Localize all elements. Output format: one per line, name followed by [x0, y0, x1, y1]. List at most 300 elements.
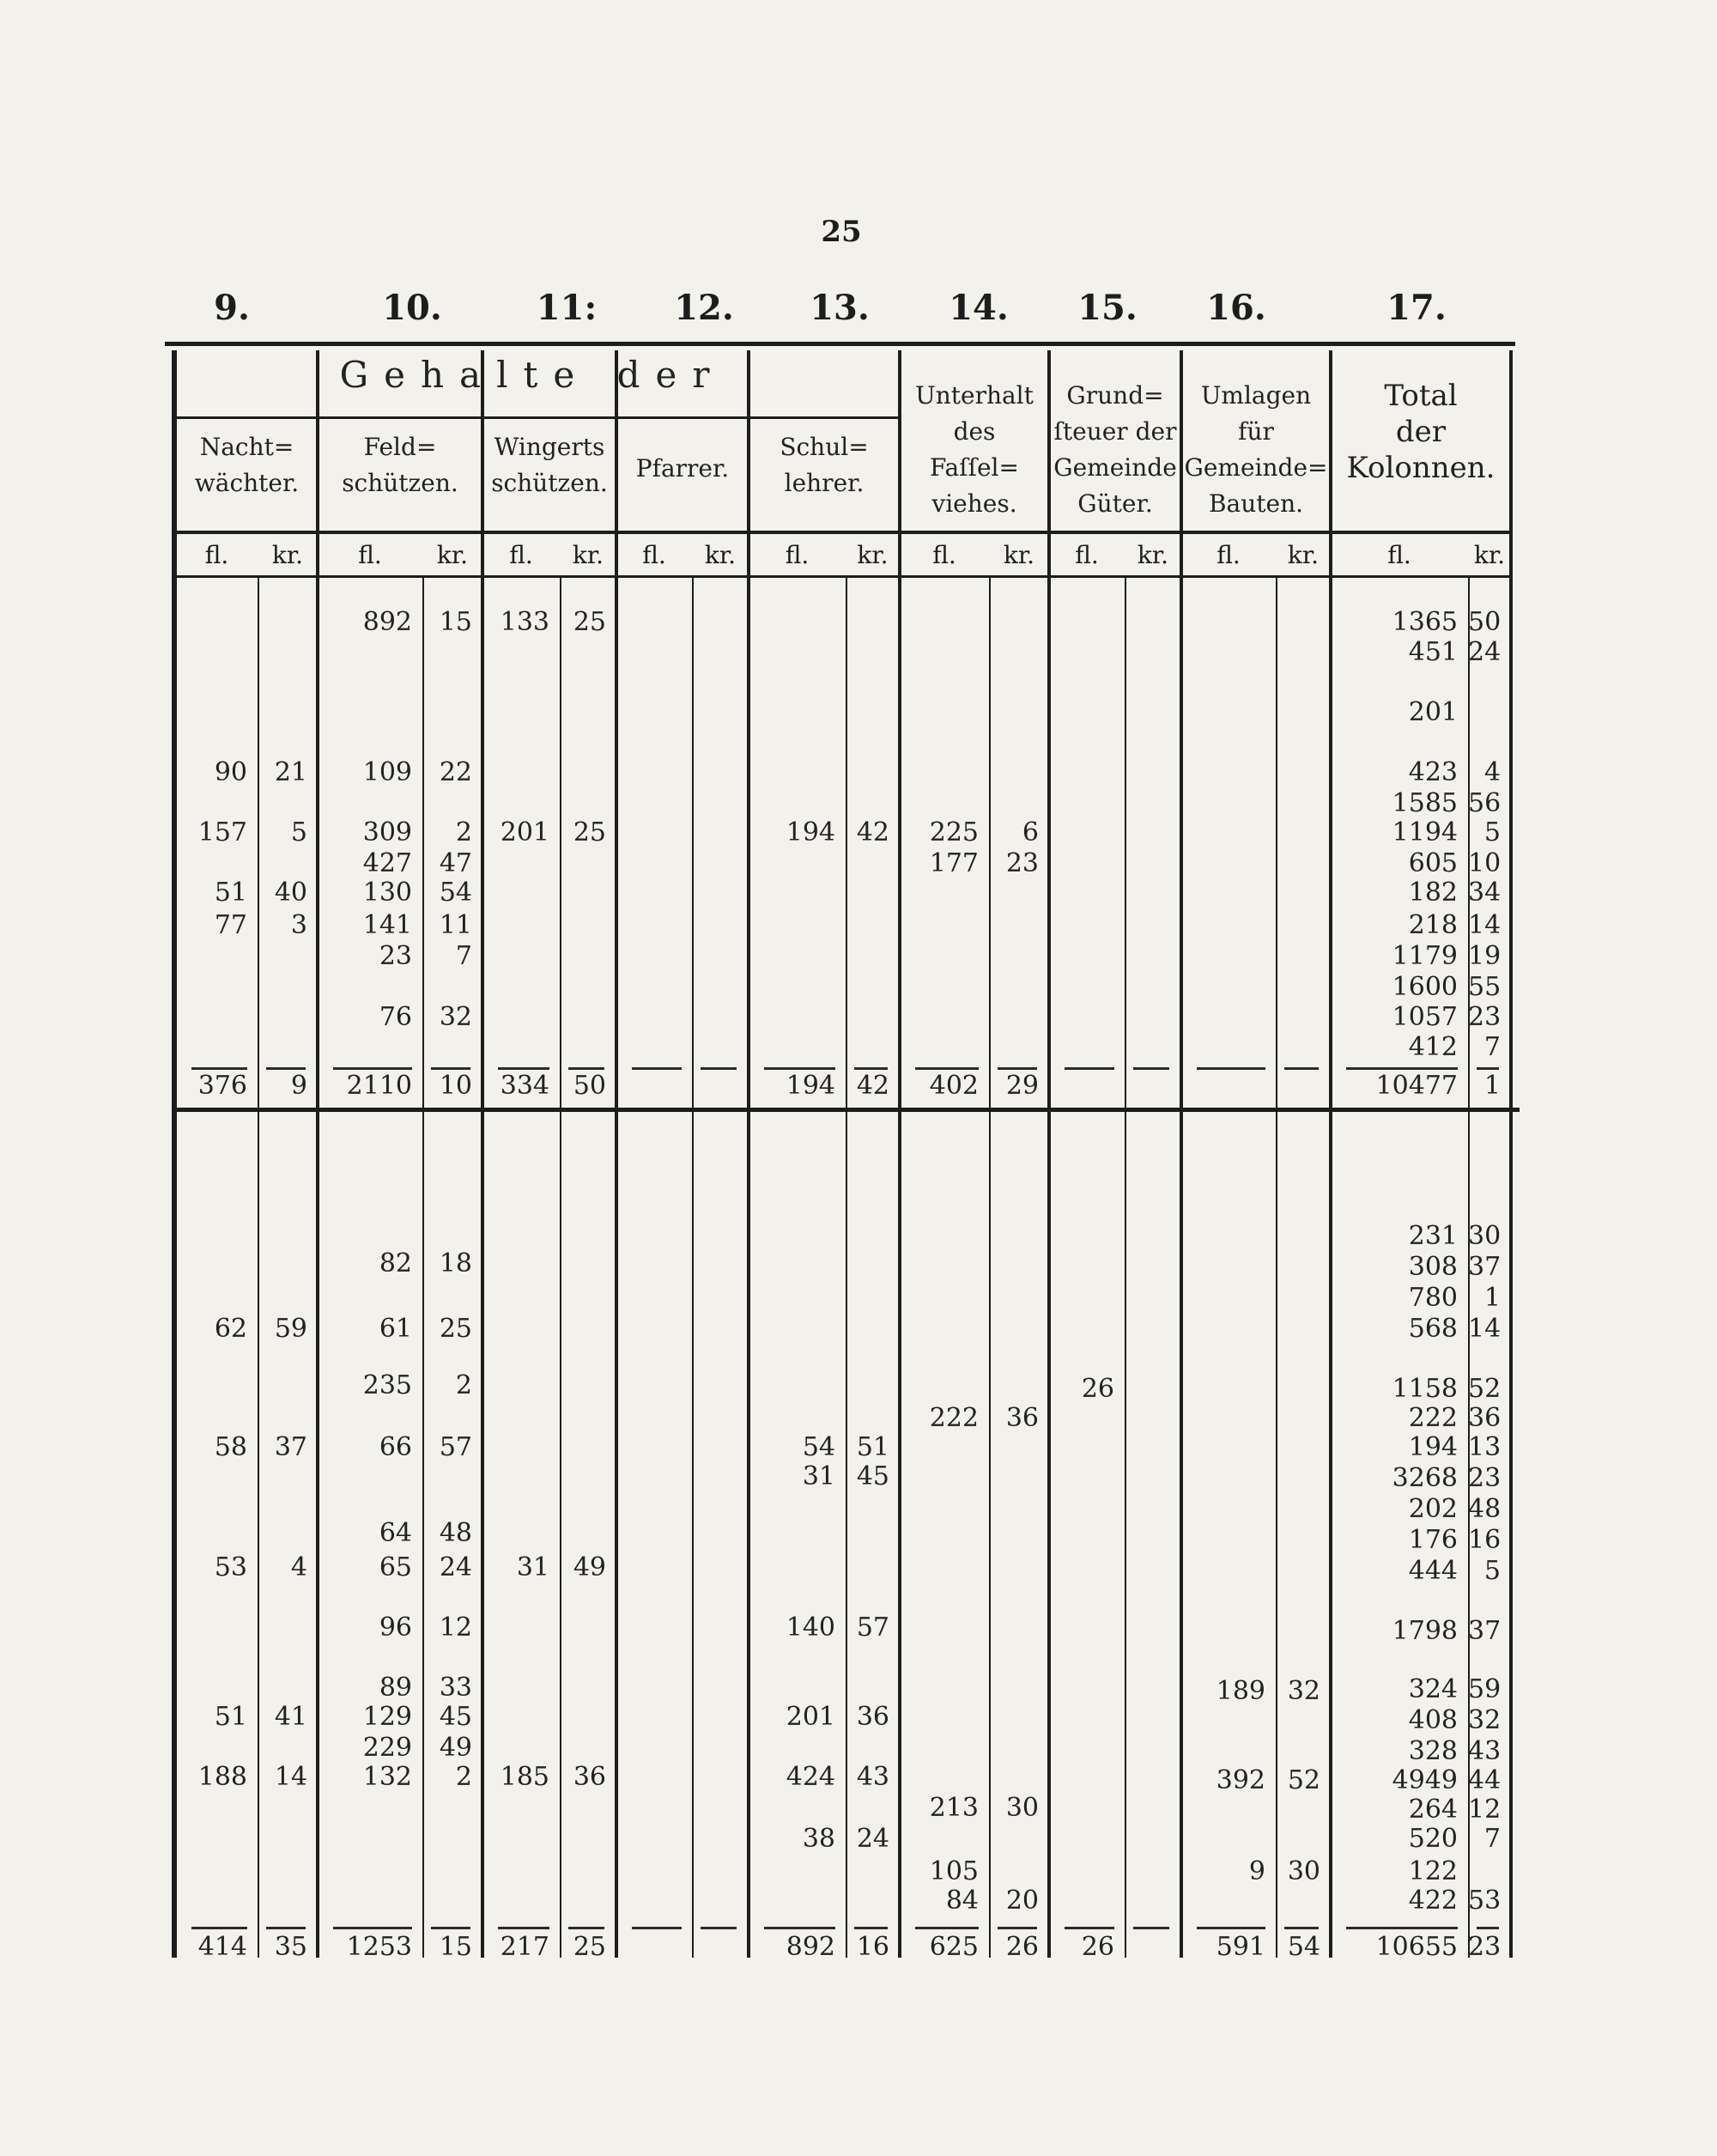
table-cell-fl: 222	[1408, 1403, 1458, 1433]
sum-rule	[191, 1927, 247, 1929]
table-cell-fl: 31	[802, 1461, 835, 1491]
table-cell-kr: 23	[1468, 1002, 1502, 1032]
table-cell-kr: 24	[856, 1824, 889, 1854]
table-cell-fl: 194	[1408, 1432, 1458, 1462]
table-cell-kr: 2	[455, 817, 472, 847]
table-cell-fl: 132	[362, 1762, 412, 1792]
sum-rule	[915, 1067, 979, 1070]
table-cell-kr: 47	[439, 848, 472, 878]
table-cell-kr: 59	[1468, 1674, 1502, 1704]
header-line: Unterhalt	[915, 381, 1034, 410]
section-total-fl: 1253	[346, 1932, 412, 1962]
table-cell-fl: 96	[379, 1612, 412, 1643]
header-line: Pfarrer.	[635, 454, 730, 483]
fl-kr-divider	[1125, 575, 1126, 1958]
header-line: Kolonnen.	[1346, 451, 1496, 485]
table-cell-kr: 44	[1468, 1765, 1502, 1795]
table-cell-kr: 37	[1468, 1252, 1502, 1282]
table-cell-kr: 25	[573, 817, 606, 847]
table-cell-fl: 31	[516, 1552, 549, 1582]
table-cell-kr: 48	[1468, 1494, 1502, 1524]
table-cell-fl: 218	[1408, 910, 1458, 940]
section-total-kr: 15	[439, 1932, 472, 1962]
table-cell-fl: 423	[1408, 757, 1458, 787]
header-grundsteuer	[1049, 378, 1181, 522]
sum-rule	[568, 1927, 604, 1929]
table-cell-fl: 264	[1408, 1795, 1458, 1825]
table-cell-fl: 1158	[1392, 1374, 1458, 1404]
table-cell-fl: 84	[945, 1886, 979, 1916]
table-cell-kr: 1	[1483, 1283, 1501, 1313]
table-cell-fl: 61	[379, 1314, 412, 1344]
table-cell-kr: 3	[290, 910, 307, 940]
section-total-kr: 50	[573, 1071, 606, 1101]
header-line: Nacht=	[199, 433, 294, 461]
fl-kr-divider	[846, 575, 847, 1958]
unit-kr: kr.	[1003, 541, 1035, 569]
table-cell-fl: 1057	[1392, 1002, 1458, 1032]
table-cell-fl: 58	[214, 1432, 247, 1462]
table-cell-kr: 19	[1468, 941, 1502, 971]
table-cell-fl: 424	[786, 1762, 835, 1792]
table-cell-kr: 7	[1483, 1032, 1501, 1062]
table-cell-kr: 51	[856, 1432, 889, 1462]
table-cell-fl: 3268	[1392, 1463, 1458, 1493]
table-cell-fl: 229	[362, 1733, 412, 1763]
table-cell-fl: 408	[1408, 1705, 1458, 1735]
table-cell-kr: 30	[1287, 1856, 1320, 1886]
table-cell-fl: 605	[1408, 848, 1458, 878]
table-cell-fl: 130	[362, 878, 412, 908]
sum-rule	[1133, 1927, 1169, 1929]
unit-kr: kr.	[436, 541, 469, 569]
table-cell-kr: 30	[1468, 1221, 1502, 1251]
table-cell-fl: 892	[362, 607, 412, 637]
table-cell-kr: 49	[439, 1733, 472, 1763]
table-cell-fl: 157	[197, 817, 247, 847]
column-rule	[615, 350, 618, 1958]
table-cell-fl: 77	[214, 910, 247, 940]
sum-rule	[1197, 1927, 1265, 1929]
section-total-fl: 10655	[1375, 1932, 1458, 1962]
section-total-fl: 414	[197, 1932, 247, 1962]
table-cell-fl: 1365	[1392, 607, 1458, 637]
section-total-fl: 591	[1216, 1932, 1265, 1962]
column-number: 15.	[1077, 288, 1138, 328]
unit-kr: kr.	[271, 541, 304, 569]
table-cell-fl: 213	[929, 1793, 979, 1823]
table-cell-kr: 55	[1468, 972, 1502, 1002]
section-total-kr: 54	[1287, 1932, 1320, 1962]
unit-fl: fl.	[642, 541, 666, 569]
header-line: Feld=	[363, 433, 437, 461]
table-cell-fl: 9	[1248, 1856, 1265, 1886]
header-line: der	[1395, 415, 1447, 449]
table-cell-fl: 109	[362, 757, 412, 787]
column-rule	[1047, 350, 1051, 1958]
sum-rule	[266, 1067, 306, 1070]
section-total-fl: 26	[1081, 1932, 1114, 1962]
sum-rule	[701, 1927, 737, 1929]
sum-rule	[266, 1927, 306, 1929]
section-total-kr: 26	[1005, 1932, 1039, 1962]
table-cell-fl: 392	[1216, 1765, 1265, 1795]
table-cell-fl: 427	[362, 848, 412, 878]
section-total-fl: 334	[500, 1071, 549, 1101]
column-rule	[1509, 350, 1513, 1958]
table-cell-fl: 76	[379, 1002, 412, 1032]
header-line: für	[1238, 417, 1274, 446]
units-top-rule	[176, 531, 1511, 534]
header-line: Grund=	[1066, 381, 1164, 410]
unit-fl: fl.	[358, 541, 382, 569]
table-cell-kr: 22	[439, 757, 472, 787]
sum-rule	[632, 1067, 682, 1070]
sum-rule	[431, 1067, 470, 1070]
section-total-kr: 9	[290, 1071, 307, 1101]
header-line: ſteuer der	[1053, 417, 1177, 446]
table-cell-kr: 7	[1483, 1824, 1501, 1854]
header-line: Wingerts	[494, 433, 605, 461]
header-line: Bauten.	[1208, 489, 1304, 518]
sum-rule	[498, 1927, 549, 1929]
column-number: 10.	[382, 288, 442, 328]
unit-kr: kr.	[1287, 541, 1320, 569]
header-line: schützen.	[491, 469, 608, 497]
table-cell-kr: 2	[455, 1370, 472, 1400]
table-cell-fl: 422	[1408, 1886, 1458, 1916]
table-cell-kr: 42	[856, 817, 889, 847]
table-cell-kr: 37	[1468, 1616, 1502, 1646]
table-cell-fl: 65	[379, 1552, 412, 1582]
section-divider-rule	[176, 1108, 1520, 1112]
section-total-fl: 10477	[1375, 1071, 1458, 1101]
table-cell-fl: 1600	[1392, 972, 1458, 1002]
table-cell-fl: 235	[362, 1370, 412, 1400]
table-cell-fl: 176	[1408, 1525, 1458, 1555]
table-cell-fl: 225	[929, 817, 979, 847]
table-cell-kr: 36	[573, 1762, 606, 1792]
unit-fl: fl.	[932, 541, 956, 569]
header-unterhalt	[900, 378, 1049, 522]
table-cell-fl: 26	[1081, 1374, 1114, 1404]
table-cell-kr: 57	[439, 1432, 472, 1462]
column-number: 16.	[1206, 288, 1266, 328]
column-rule	[1180, 350, 1183, 1958]
section-total-kr: 29	[1005, 1071, 1039, 1101]
table-cell-kr: 45	[439, 1702, 472, 1732]
table-cell-fl: 201	[786, 1702, 835, 1732]
table-cell-kr: 25	[439, 1314, 472, 1344]
unit-fl: fl.	[509, 541, 533, 569]
table-cell-kr: 14	[274, 1762, 307, 1792]
table-cell-fl: 182	[1408, 878, 1458, 908]
section-total-kr: 16	[856, 1932, 889, 1962]
table-cell-kr: 43	[856, 1762, 889, 1792]
table-cell-fl: 89	[379, 1673, 412, 1703]
sum-rule	[333, 1927, 412, 1929]
table-cell-kr: 2	[455, 1762, 472, 1792]
section-total-kr: 35	[274, 1932, 307, 1962]
table-cell-fl: 324	[1408, 1674, 1458, 1704]
header-line: Schul=	[780, 433, 869, 461]
table-cell-kr: 24	[439, 1552, 472, 1582]
table-cell-fl: 202	[1408, 1494, 1458, 1524]
unit-kr: kr.	[1473, 541, 1506, 569]
header-umlagen	[1181, 378, 1331, 522]
table-cell-fl: 4949	[1392, 1765, 1458, 1795]
table-cell-kr: 5	[1483, 1556, 1501, 1586]
table-cell-fl: 105	[929, 1856, 979, 1886]
table-cell-kr: 54	[439, 878, 472, 908]
table-cell-fl: 222	[929, 1403, 979, 1433]
table-cell-fl: 412	[1408, 1032, 1458, 1062]
table-cell-fl: 51	[214, 1702, 247, 1732]
header-line: Faſſel=	[930, 453, 1019, 482]
table-cell-fl: 177	[929, 848, 979, 878]
table-cell-kr: 21	[274, 757, 307, 787]
header-line: wächter.	[194, 469, 300, 497]
table-cell-fl: 64	[379, 1518, 412, 1548]
sum-rule	[191, 1067, 247, 1070]
table-cell-fl: 1585	[1392, 788, 1458, 818]
sum-rule	[1346, 1067, 1458, 1070]
section-total-fl: 194	[786, 1071, 835, 1101]
column-number: 14.	[949, 288, 1009, 328]
sum-rule	[1065, 1067, 1114, 1070]
sum-rule	[1284, 1927, 1319, 1929]
table-cell-kr: 52	[1287, 1765, 1320, 1795]
table-cell-fl: 1798	[1392, 1616, 1458, 1646]
table-cell-kr: 12	[1468, 1795, 1502, 1825]
unit-fl: fl.	[785, 541, 810, 569]
column-number: 12.	[674, 288, 734, 328]
sum-rule	[1065, 1927, 1114, 1929]
table-cell-kr: 36	[1468, 1403, 1502, 1433]
header-nachtwaechter	[176, 429, 318, 501]
table-cell-fl: 54	[802, 1432, 835, 1462]
unit-kr: kr.	[572, 541, 604, 569]
table-cell-kr: 56	[1468, 788, 1502, 818]
table-cell-kr: 5	[290, 817, 307, 847]
header-line: Umlagen	[1200, 381, 1312, 410]
header-total	[1331, 378, 1511, 486]
table-cell-fl: 185	[500, 1762, 549, 1792]
table-cell-kr: 12	[439, 1612, 472, 1643]
header-gehalte: Gehalte der	[339, 354, 725, 396]
sum-rule	[1477, 1927, 1499, 1929]
sum-rule	[1346, 1927, 1458, 1929]
table-cell-fl: 780	[1408, 1283, 1458, 1313]
table-cell-fl: 451	[1408, 637, 1458, 667]
table-cell-fl: 188	[197, 1762, 247, 1792]
table-cell-kr: 32	[1468, 1705, 1502, 1735]
unit-fl: fl.	[1216, 541, 1241, 569]
header-schullehrer	[749, 429, 900, 501]
table-cell-kr: 13	[1468, 1432, 1502, 1462]
fl-kr-divider	[989, 575, 991, 1958]
table-cell-kr: 32	[1287, 1676, 1320, 1706]
table-cell-kr: 36	[1005, 1403, 1039, 1433]
table-cell-fl: 328	[1408, 1736, 1458, 1766]
table-cell-kr: 11	[439, 910, 472, 940]
section-total-kr: 1	[1483, 1071, 1501, 1101]
section-total-fl: 2110	[346, 1071, 412, 1101]
header-feldschuetzen	[318, 429, 482, 501]
table-cell-kr: 50	[1468, 607, 1502, 637]
table-cell-kr: 23	[1005, 848, 1039, 878]
table-cell-kr: 57	[856, 1612, 889, 1643]
table-cell-fl: 201	[1408, 697, 1458, 727]
table-cell-kr: 36	[856, 1702, 889, 1732]
sum-rule	[854, 1067, 888, 1070]
header-line: Gemeinde	[1053, 453, 1177, 482]
sum-rule	[498, 1067, 549, 1070]
table-cell-fl: 133	[500, 607, 549, 637]
table-cell-fl: 308	[1408, 1252, 1458, 1282]
table-cell-fl: 444	[1408, 1556, 1458, 1586]
table-cell-fl: 194	[786, 817, 835, 847]
table-cell-kr: 14	[1468, 910, 1502, 940]
table-cell-fl: 129	[362, 1702, 412, 1732]
sum-rule	[1197, 1067, 1265, 1070]
table-cell-kr: 23	[1468, 1463, 1502, 1493]
sum-rule	[632, 1927, 682, 1929]
table-cell-kr: 25	[573, 607, 606, 637]
section-total-fl: 625	[929, 1932, 979, 1962]
header-line: Total	[1384, 379, 1458, 413]
section-total-kr: 42	[856, 1071, 889, 1101]
section-total-kr: 25	[573, 1932, 606, 1962]
section-total-fl: 217	[500, 1932, 549, 1962]
header-line: viehes.	[931, 489, 1017, 518]
header-line: Gemeinde=	[1184, 453, 1328, 482]
table-cell-kr: 15	[439, 607, 472, 637]
table-cell-fl: 140	[786, 1612, 835, 1643]
sum-rule	[764, 1927, 835, 1929]
table-cell-fl: 141	[362, 910, 412, 940]
table-cell-kr: 10	[1468, 848, 1502, 878]
table-cell-kr: 18	[439, 1248, 472, 1278]
table-cell-fl: 90	[214, 757, 247, 787]
table-cell-kr: 43	[1468, 1736, 1502, 1766]
unit-kr: kr.	[857, 541, 889, 569]
top-rule	[165, 342, 1515, 346]
sum-rule	[568, 1067, 604, 1070]
section-total-fl: 892	[786, 1932, 835, 1962]
units-bottom-rule	[176, 575, 1511, 578]
sum-rule	[333, 1067, 412, 1070]
table-cell-kr: 14	[1468, 1314, 1502, 1344]
table-cell-kr: 24	[1468, 637, 1502, 667]
header-pfarrer	[616, 451, 749, 487]
column-number: 11:	[536, 288, 598, 328]
header-line: lehrer.	[784, 469, 865, 497]
table-cell-kr: 4	[1483, 757, 1501, 787]
unit-fl: fl.	[204, 541, 229, 569]
table-cell-fl: 309	[362, 817, 412, 847]
table-cell-fl: 201	[500, 817, 549, 847]
column-number: 17.	[1386, 288, 1447, 328]
sum-rule	[764, 1067, 835, 1070]
table-cell-kr: 7	[455, 941, 472, 971]
table-cell-kr: 40	[274, 878, 307, 908]
column-number: 13.	[810, 288, 870, 328]
table-cell-kr: 4	[290, 1552, 307, 1582]
section-total-kr: 10	[439, 1071, 472, 1101]
gehalte-underline	[176, 416, 900, 419]
table-cell-kr: 41	[274, 1702, 307, 1732]
unit-kr: kr.	[704, 541, 737, 569]
fl-kr-divider	[692, 575, 694, 1958]
section-total-fl: 402	[929, 1071, 979, 1101]
table-cell-fl: 568	[1408, 1314, 1458, 1344]
table-cell-fl: 23	[379, 941, 412, 971]
table-cell-fl: 53	[214, 1552, 247, 1582]
table-cell-kr: 33	[439, 1673, 472, 1703]
table-cell-kr: 6	[1022, 817, 1039, 847]
sum-rule	[915, 1927, 979, 1929]
table-cell-kr: 16	[1468, 1525, 1502, 1555]
page-number: 25	[821, 215, 862, 249]
table-cell-fl: 82	[379, 1248, 412, 1278]
table-cell-fl: 62	[214, 1314, 247, 1344]
section-total-fl: 376	[197, 1071, 247, 1101]
table-cell-fl: 51	[214, 878, 247, 908]
header-line: Güter.	[1077, 489, 1153, 518]
unit-fl: fl.	[1075, 541, 1099, 569]
table-cell-kr: 52	[1468, 1374, 1502, 1404]
header-line: des	[953, 417, 996, 446]
fl-kr-divider	[1276, 575, 1277, 1958]
table-cell-kr: 49	[573, 1552, 606, 1582]
table-cell-kr: 32	[439, 1002, 472, 1032]
unit-fl: fl.	[1387, 541, 1411, 569]
column-rule	[481, 350, 484, 1958]
column-rule	[898, 350, 901, 1958]
table-cell-kr: 37	[274, 1432, 307, 1462]
table-cell-fl: 189	[1216, 1676, 1265, 1706]
table-cell-fl: 66	[379, 1432, 412, 1462]
section-total-kr: 23	[1468, 1932, 1502, 1962]
table-cell-kr: 45	[856, 1461, 889, 1491]
table-cell-fl: 520	[1408, 1824, 1458, 1854]
column-number: 9.	[214, 288, 250, 328]
unit-kr: kr.	[1137, 541, 1169, 569]
header-line: schützen.	[342, 469, 458, 497]
table-cell-fl: 231	[1408, 1221, 1458, 1251]
sum-rule	[431, 1927, 470, 1929]
table-cell-fl: 122	[1408, 1856, 1458, 1886]
table-cell-kr: 59	[274, 1314, 307, 1344]
table-cell-kr: 20	[1005, 1886, 1039, 1916]
table-cell-kr: 48	[439, 1518, 472, 1548]
table-cell-kr: 34	[1468, 878, 1502, 908]
sum-rule	[998, 1927, 1037, 1929]
header-wingertsschuetzen	[482, 429, 616, 501]
sum-rule	[998, 1067, 1037, 1070]
sum-rule	[1133, 1067, 1169, 1070]
sum-rule	[854, 1927, 888, 1929]
table-cell-kr: 5	[1483, 817, 1501, 847]
table-cell-fl: 38	[802, 1824, 835, 1854]
sum-rule	[701, 1067, 737, 1070]
table-cell-kr: 53	[1468, 1886, 1502, 1916]
sum-rule	[1284, 1067, 1319, 1070]
table-cell-fl: 1179	[1392, 941, 1458, 971]
sum-rule	[1477, 1067, 1499, 1070]
table-cell-fl: 1194	[1392, 817, 1458, 847]
